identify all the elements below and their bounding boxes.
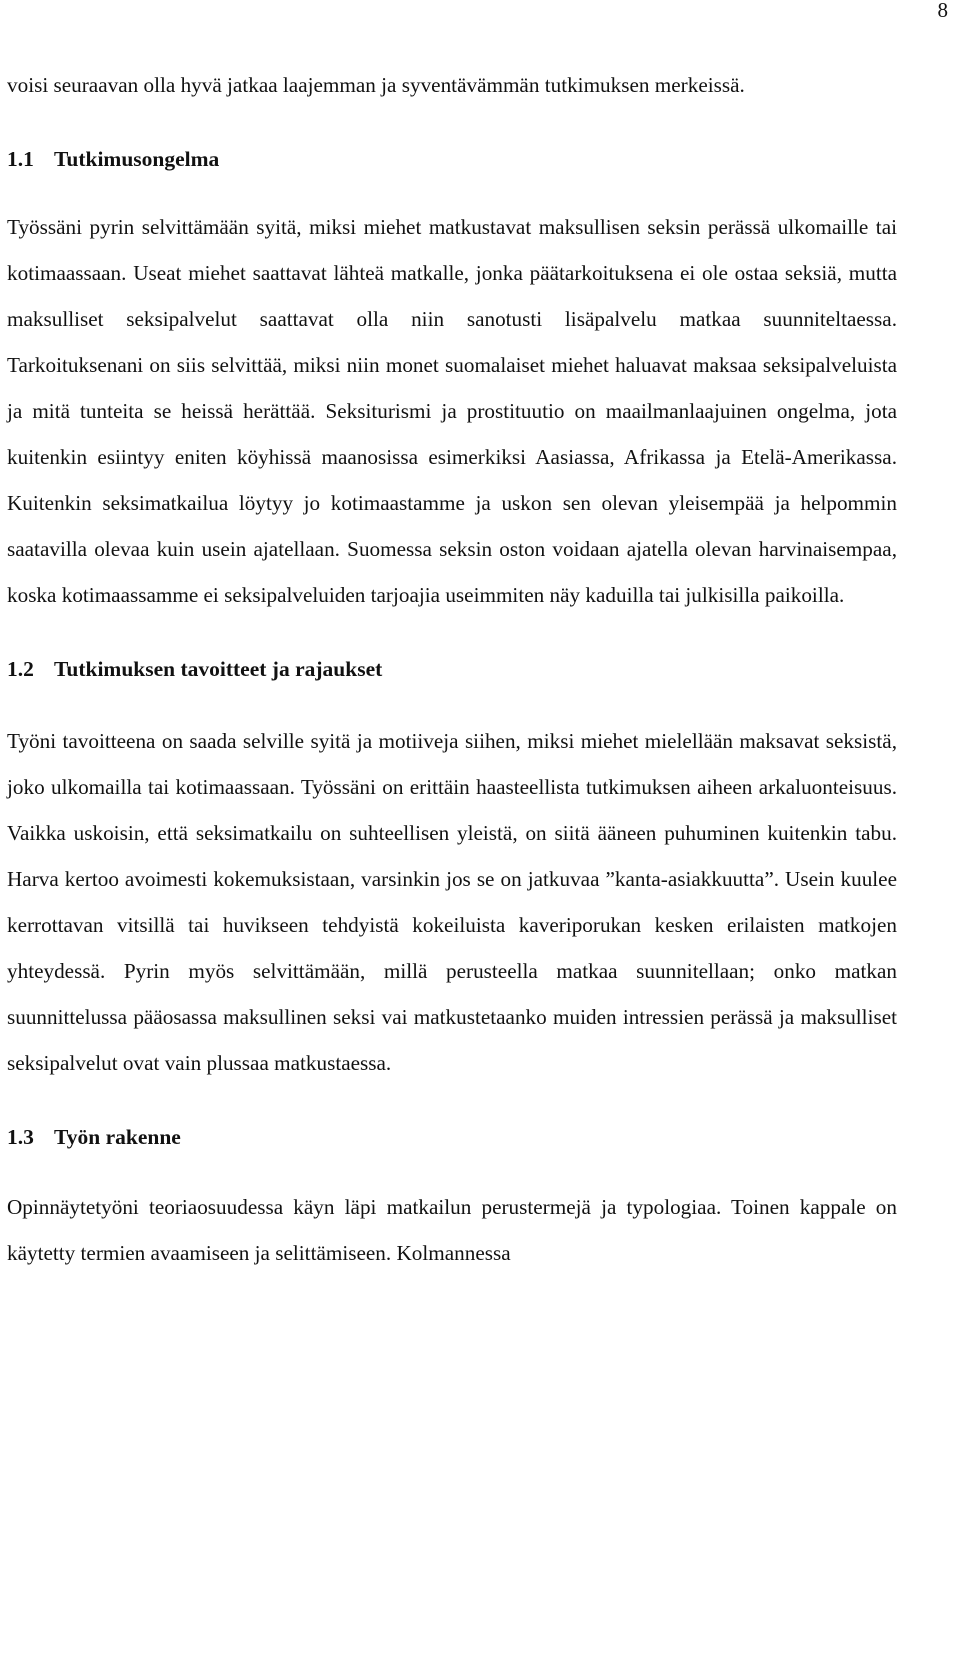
document-body <box>7 62 897 1276</box>
section-title: Tutkimusongelma <box>54 147 220 171</box>
section-title: Työn rakenne <box>54 1125 181 1149</box>
section-number: 1.2 <box>7 657 34 681</box>
section-heading-1-2 <box>7 646 897 692</box>
section-number: 1.1 <box>7 147 34 171</box>
section-1-3-paragraph: Opinnäytetyöni teoriaosuudessa käyn läpi matkailun perustermejä ja typologiaa. Toinen kappale on käytetty termien avaamiseen ja selittämiseen. Kolmannessa <box>7 1195 897 1265</box>
section-heading-1-1 <box>7 136 897 182</box>
section-1-1-paragraph: Työssäni pyrin selvittämään syitä, miksi miehet matkustavat maksullisen seksin perässä ulkomaille tai kotimaassaan. Useat miehet saattavat lähteä matkalle, jonka päätarkoituksena ei ole ostaa seksiä, mutta maksulliset seksipalvelut saattavat olla niin sanotusti lisäpalvelu matkaa suunniteltaessa. Tarkoituksenani on siis selvittää, miksi niin monet suomalaiset miehet haluavat maksaa seksipalveluista ja mitä tunteita se heissä herättää. Seksiturismi ja prostituutio on maailmanlaajuinen ongelma, jota kuitenkin esiintyy eniten köyhissä maanosissa esimerkiksi Aasiassa, Afrikassa ja Etelä-Amerikassa. Kuitenkin seksimatkailua löytyy jo kotimaastamme ja uskon sen olevan yleisempää ja helpommin saatavilla olevaa kuin usein ajatellaan. Suomessa seksin oston voidaan ajatella olevan harvinaisempaa, koska kotimaassamme ei seksipalveluiden tarjoajia useimmiten näy kaduilla tai julkisilla paikoilla. <box>7 215 897 607</box>
section-number: 1.3 <box>7 1125 34 1149</box>
section-heading-1-3 <box>7 1114 897 1160</box>
section-1-2-paragraph: Työni tavoitteena on saada selville syitä ja motiiveja siihen, miksi miehet mielellään maksavat seksistä, joko ulkomailla tai kotimaassaan. Työssäni on erittäin haasteellista tutkimuksen aiheen arkaluonteisuus. Vaikka uskoisin, että seksimatkailu on suhteellisen yleistä, on siitä ääneen puhuminen kuitenkin tabu. Harva kertoo avoimesti kokemuksistaan, varsinkin jos se on jatkuvaa ”kanta-asiakkuutta”. Usein kuulee kerrottavan vitsillä tai huvikseen tehdyistä kokeiluista kaveriporukan kesken erilaisten matkojen yhteydessä. Pyrin myös selvittämään, millä perusteella matkaa suunnitellaan; onko matkan suunnittelussa pääosassa maksullinen seksi vai matkustetaanko muiden intressien perässä ja maksulliset seksipalvelut ovat vain plussaa matkustaessa. <box>7 729 897 1075</box>
intro-continuation-paragraph: voisi seuraavan olla hyvä jatkaa laajemman ja syventävämmän tutkimuksen merkeissä. <box>7 73 745 97</box>
section-title: Tutkimuksen tavoitteet ja rajaukset <box>54 657 383 681</box>
page-number: 8 <box>937 0 948 22</box>
